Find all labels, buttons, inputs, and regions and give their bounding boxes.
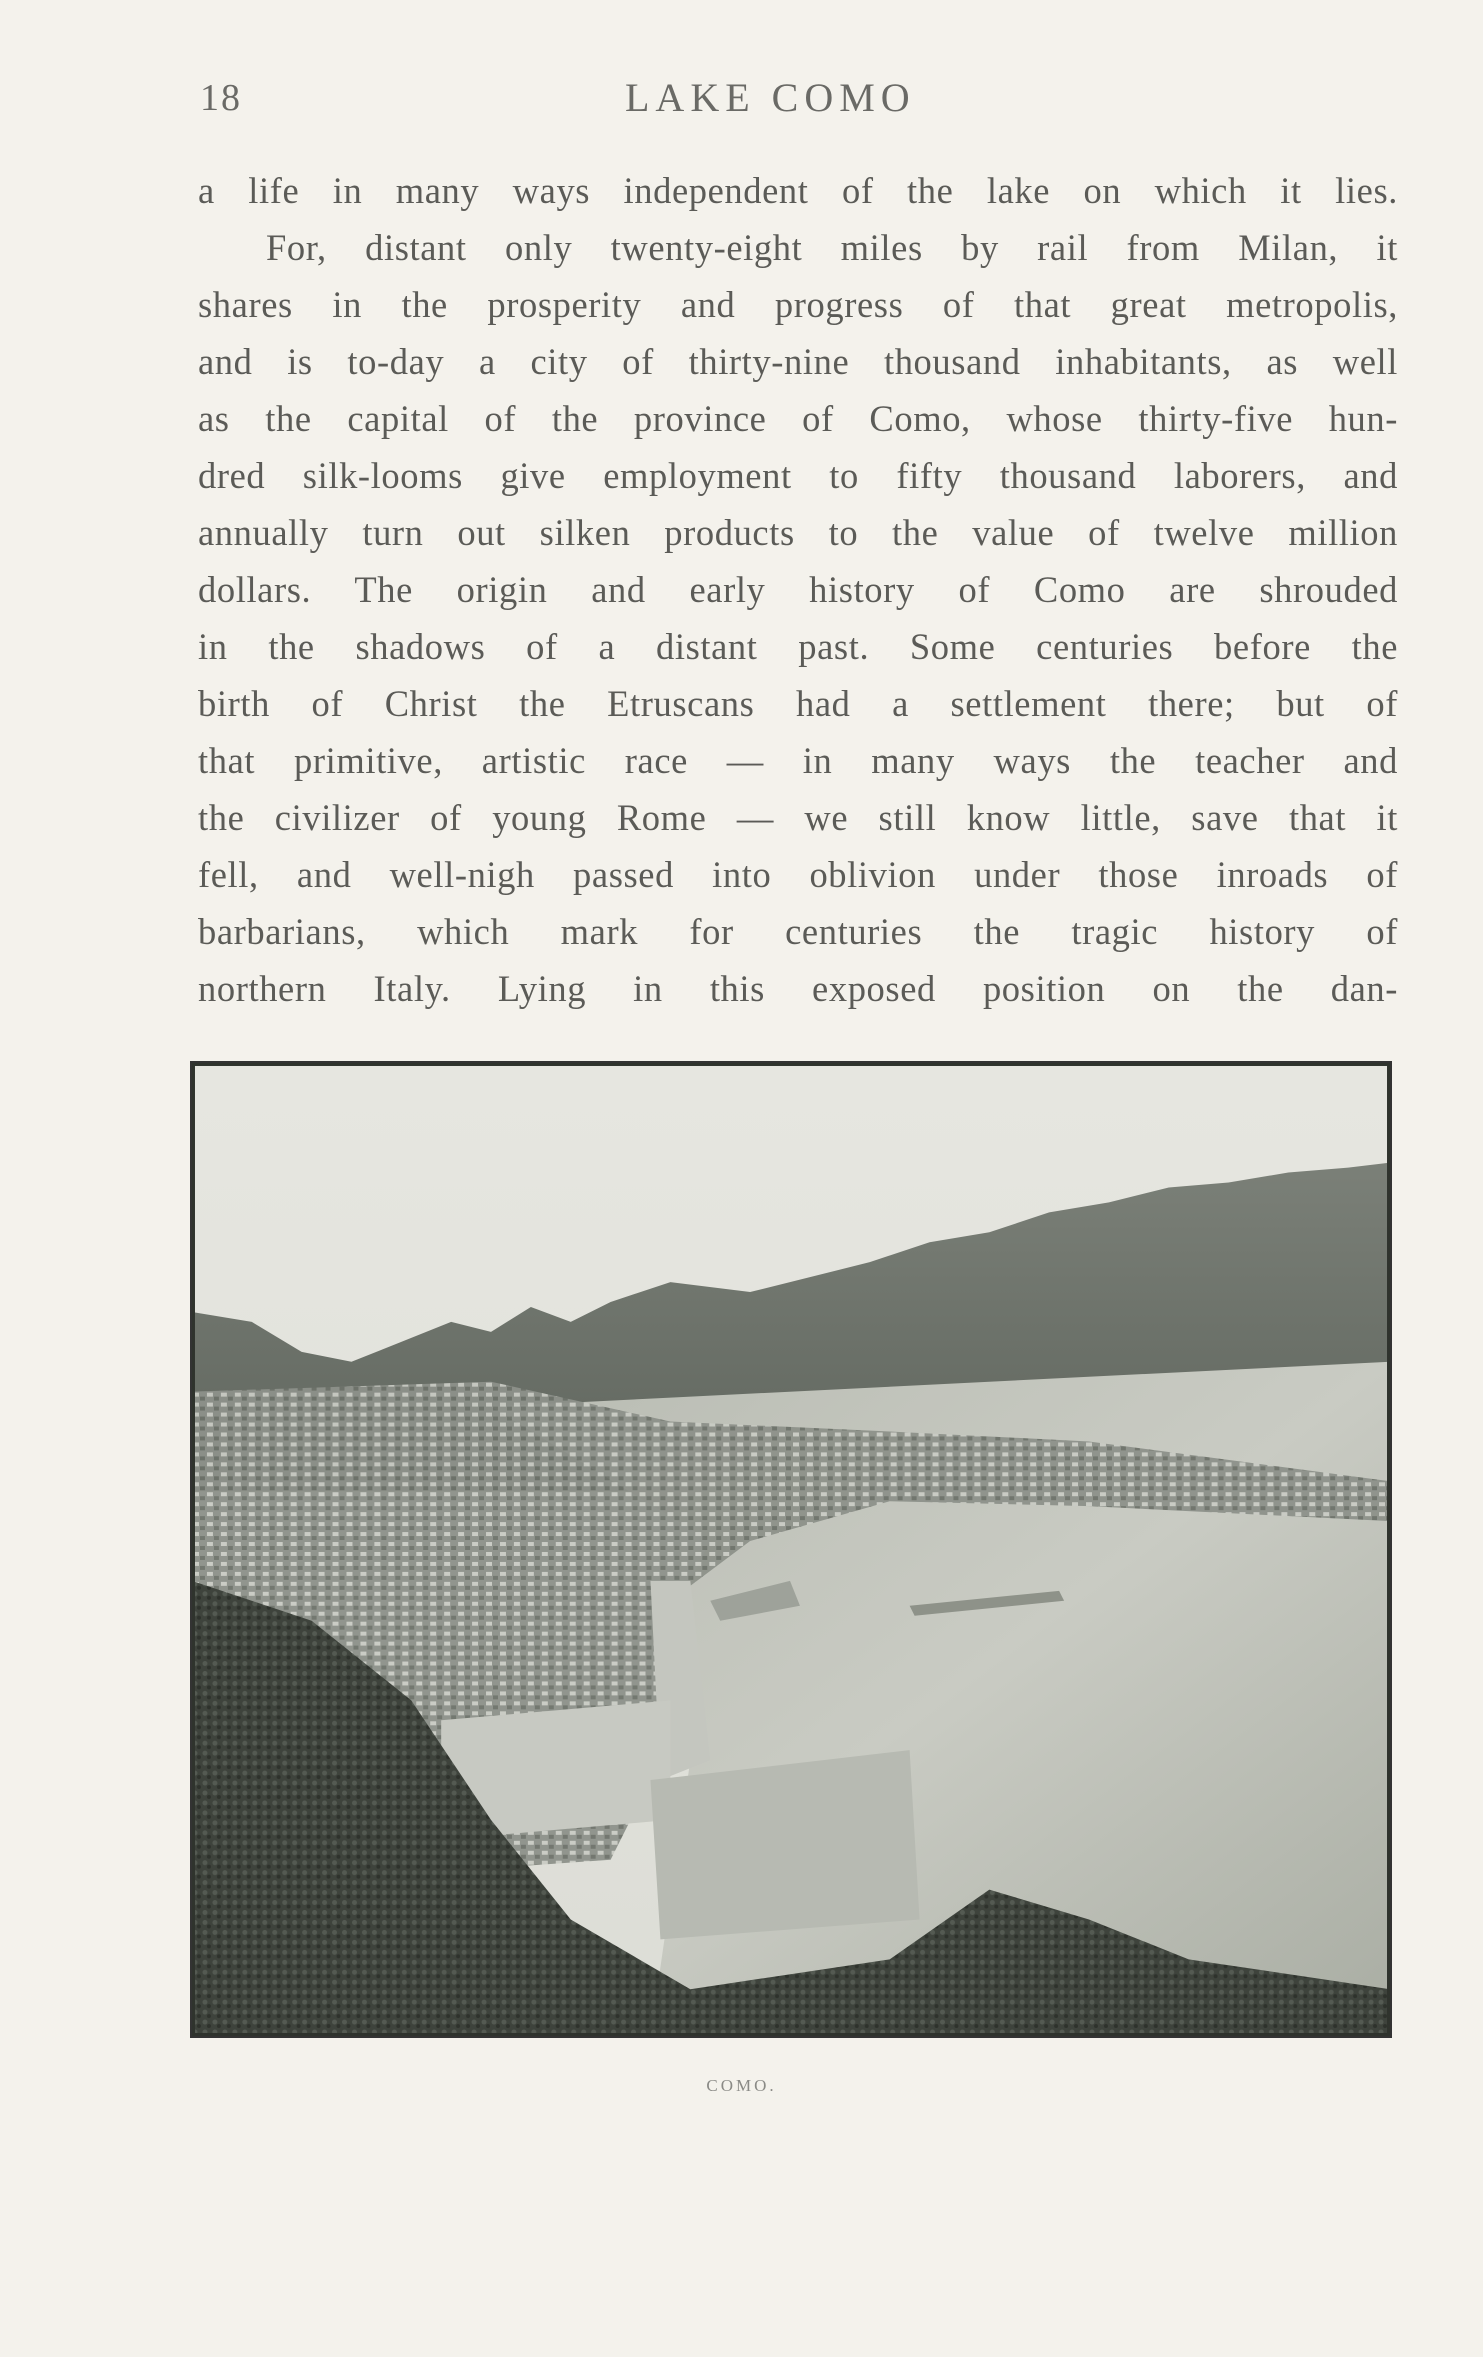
text-line: in the shadows of a distant past. Some centuries before the bbox=[198, 626, 1398, 667]
text-line: fell, and well-nigh passed into oblivion under those inroads of bbox=[198, 854, 1398, 895]
text-line: dred silk-looms give employment to fifty thousand laborers, and bbox=[198, 455, 1398, 496]
text-line: shares in the prosperity and progress of that great metropolis, bbox=[198, 284, 1398, 325]
waterfront-building bbox=[650, 1750, 919, 1939]
text-line: the civilizer of young Rome — we still know little, save that it bbox=[198, 797, 1398, 838]
text-line: that primitive, artistic race — in many ways the teacher and bbox=[198, 740, 1398, 781]
running-title: LAKE COMO bbox=[625, 75, 916, 120]
text-line: a life in many ways independent of the lake on which it lies. bbox=[198, 170, 1398, 211]
text-line: For, distant only twenty-eight miles by rail from Milan, it bbox=[266, 227, 1398, 268]
photo-plate bbox=[190, 1061, 1392, 2038]
text-line: as the capital of the province of Como, whose thirty-five hun- bbox=[198, 398, 1398, 439]
lake-como-photograph bbox=[192, 1063, 1390, 2036]
text-line: and is to-day a city of thirty-nine thousand inhabitants, as well bbox=[198, 341, 1398, 382]
text-line: barbarians, which mark for centuries the tragic history of bbox=[198, 911, 1398, 952]
text-line: dollars. The origin and early history of Como are shrouded bbox=[198, 569, 1398, 610]
page-number: 18 bbox=[200, 77, 242, 119]
text-line: birth of Christ the Etruscans had a settlement there; but of bbox=[198, 683, 1398, 724]
figure-caption: COMO. bbox=[706, 2076, 777, 2095]
body-text bbox=[198, 162, 1398, 1017]
text-line: northern Italy. Lying in this exposed position on the dan- bbox=[198, 968, 1398, 1009]
text-line: annually turn out silken products to the value of twelve million bbox=[198, 512, 1398, 553]
